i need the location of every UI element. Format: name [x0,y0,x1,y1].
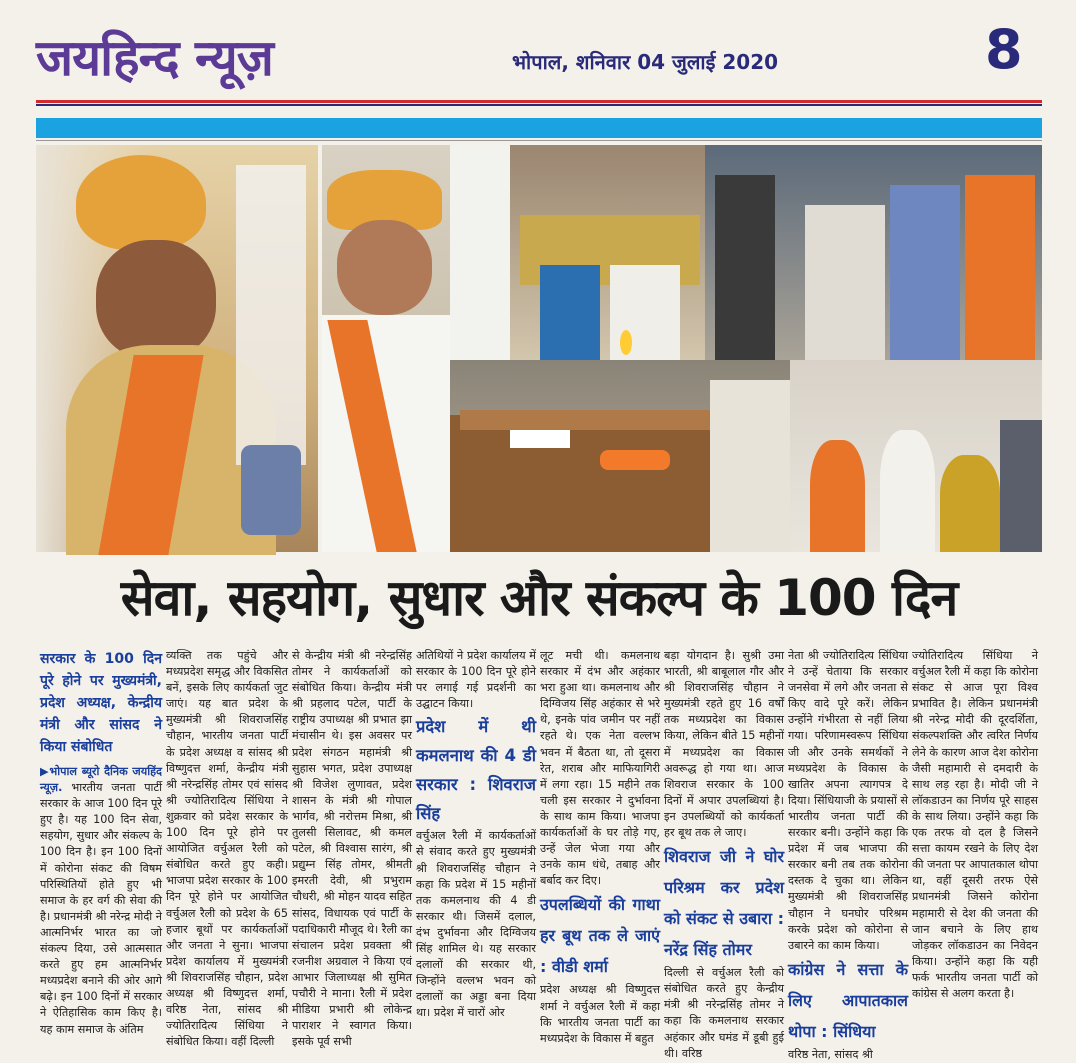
article-column-7 [788,648,908,1061]
blue-band [36,118,1042,138]
photo-dais-table [450,360,790,552]
article-text: भारतीय जनता पार्टी सरकार के आज 100 दिन पूरे हुए है। यह 100 दिन सेवा, सहयोग, सुधार और संकल्प के 100 दिन है। इन 100 दिनों में कोरोना संकट की विषम परिस्थितियों होते हुए भी समाज के हर वर्ग की सेवा की है। प्रधानमंत्री श्री नरेन्द्र मोदी ने आत्मनिर्भर भारत का जो संकल्प दिया, उसे आत्मसात करते हुए हम आत्मनिर्भर मध्यप्रदेश बनाने की ओर आगे बढ़े। इन 100 दिनों में सरकार ने ऐतिहासिक काम किए है। यह काम समाज के अंतिम [40,781,162,1036]
article-column-4 [416,648,536,1040]
article-text: लूट मची थी। कमलनाथ सरकार में दंभ और अहंकार भरा हुआ था। कमलनाथ और दिग्विजय सिंह अहंकार से भरे थे, इनके पांव जमीन पर नहीं रहते थे। एक नेता वल्लभ भवन में बैठता था, तो दूसरा रेत, शराब और माफियागिरी में लगा रहा। 15 महीने तक चली इस सरकार ने दुर्भावना के साथ काम किया। भाजपा कार्यकर्ताओं के घर तोड़े गए, उन्हें जेल भेजा गया और उनके काम धंधे, तबाह और बर्बाद कर दिए। [540,649,660,888]
article-text: दिल्ली से वर्चुअल रैली को संबोधित करते हुए केन्द्रीय मंत्री श्री नरेन्द्रसिंह तोमर ने कहा कि कमलनाथ सरकार अहंकार और घमंड में डूबी हुई थी। वरिष्ठ [664,966,784,1060]
article-text: बड़ा योगदान है। सुश्री उमा भारती, श्री बाबूलाल गौर और श्री शिवराजसिंह चौहान ने मुख्यमंत्री रहते हुए 16 वर्षों तक मध्यप्रदेश का विकास किया, लेकिन बीते 15 महीनों में मध्यप्रदेश का विकास अवरूद्ध हो गया था। आज शिवराज सरकार के 100 दिनों में अपार उपलब्धियां है। इन उपलब्धियों को कार्यकर्ता हर बूथ तक ले जाए। [664,649,784,840]
subheading: प्रदेश में थी कमलनाथ की 4 डी सरकार : शिवराज सिंह [416,717,536,824]
article-column-5 [540,648,660,1045]
article-column-8 [912,648,1038,1040]
article-text: नेता श्री ज्योतिरादित्य सिंधिया ने उन्हें चेताया कि सरकार जनसेवा में लगे और जनता से किए वादे पूरे करें। लेकिन उन्होंने गंभीरता से नहीं लिया गया। परिणामस्वरूप सिंधिया जी और उनके समर्थकों ने मध्यप्रदेश के विकास के खातिर अपना त्यागपत्र दे दिया। सिंधियाजी के प्रयासों से भारतीय जनता पार्टी की सरकार बनी। उन्होंने कहा कि प्रदेश में जब भाजपा की सरकार बनी तब तक कोरोना दस्तक दे चुका था। लेकिन मुख्यमंत्री श्री शिवराजसिंह चौहान ने घनघोर परिश्रम करके प्रदेश को कोरोना से उबारने का काम किया। [788,649,908,952]
red-rule [36,100,1042,103]
article-kicker: सरकार के 100 दिन पूरे होने पर मुख्यमंत्री, प्रदेश अध्यक्ष, केन्द्रीय मंत्री और सांसद ने किया संबोधित [40,651,162,755]
page-number: 8 [985,18,1023,81]
divider-line [36,140,1042,141]
article-column-1 [40,648,162,1040]
article-text: ज्योतिरादित्य सिंधिया ने वर्चुअल रैली में कहा कि कोरोना संकट से आज पूरा विश्व प्रभावित है। लेकिन प्रधानमंत्री श्री नरेन्द्र मोदी की दूरदर्शिता, संकल्पशक्ति और त्वरित निर्णय लेने के कारण आज देश कोरोना जैसी महामारी से दमदारी के साथ लड़ रहा है। मोदी जी ने लॉकडाउन का निर्णय पूरे साहस के साथ लिया। उन्होंने कहा कि एक तरफ वो दल है जिसने सत्ता कायम रखने के लिए देश की जनता पर आपातकाल थोपा था, वहीं दूसरी तरफ ऐसे प्रधानमंत्री जिसने कोरोना महामारी से देश की जनता की जान बचाने के लिए हाथ जोड़कर लॉकडाउन का निवेदन किया। उन्होंने कहा कि यही फर्क भारतीय जनता पार्टी को कांग्रेस से अलग करता है। [912,649,1038,1000]
subheading: कांग्रेस ने सत्ता के लिए आपातकाल थोपा : सिंधिया [788,959,908,1041]
photo-chief-minister-speaking [36,145,318,552]
article-column-2 [166,648,288,1049]
photo-audience [790,360,1042,552]
photo-lamp-lighting [450,145,705,360]
subheading: शिवराज जी ने घोर परिश्रम कर प्रदेश को संकट से उबारा : नरेंद्र सिंह तोमर [664,847,784,960]
masthead [0,0,1076,100]
headline: सेवा, सहयोग, सुधार और संकल्प के 100 दिन [120,569,958,627]
article-text: प्रदेश अध्यक्ष श्री विष्णुदत्त शर्मा ने वर्चुअल रैली में कहा कि भारतीय जनता पार्टी का मध्यप्रदेश के विकास में बहुत [540,983,660,1045]
newspaper-logo: जयहिन्द न्यूज़ [36,29,273,87]
subheading: उपलब्धियों की गाथा हर बूथ तक ले जाएं : वीडी शर्मा [540,895,660,977]
article-column-6 [664,648,784,1060]
article-text: व्यक्ति तक पहुंचे और मध्यप्रदेश समृद्ध और विकसित बनें, इसके लिए कार्यकर्ता जुट जाएं। यह बात प्रदेश के मुख्यमंत्री श्री शिवराजसिंह चौहान, भारतीय जनता पार्टी के प्रदेश अध्यक्ष व सांसद श्री विष्णुदत्त शर्मा, केन्द्रीय मंत्री श्री नरेन्द्रसिंह तोमर एवं सांसद श्री ज्योतिरादित्य सिंधिया ने शुक्रवार को प्रदेश सरकार के 100 दिन पूरे होने पर आयोजित वर्चुअल रैली को संबोधित करते हुए कही। भाजपा प्रदेश सरकार के 100 दिन पूरे होने पर आयोजित वर्चुअल रैली को प्रदेश के 65 हजार बूथों पर कार्यकर्ताओं और जनता ने सुना। भाजपा प्रदेश कार्यालय में मुख्यमंत्री श्री शिवराजसिंह चौहान, प्रदेश अध्यक्ष श्री विष्णुदत्त शर्मा, वरिष्ठ नेता, सांसद श्री ज्योतिरादित्य सिंधिया ने संबोधित किया। वहीं दिल्ली [166,649,288,1049]
byline: ▶भोपाल ब्यूरो दैनिक जयहिंद न्यूज़. [40,765,162,795]
dateline: भोपाल, शनिवार 04 जुलाई 2020 [512,50,779,74]
article-text: वरिष्ठ नेता, सांसद श्री [788,1047,873,1061]
navy-rule [36,104,1042,106]
article-column-3 [292,648,412,1049]
article-text: से केन्द्रीय मंत्री श्री नरेन्द्रसिंह तोमर ने कार्यकर्ताओं को संबोधित किया। केन्द्रीय मंत्री श्री प्रहलाद पटेल, पार्टी के राष्ट्रीय उपाध्यक्ष श्री प्रभात झा मंचासीन थे। इस अवसर पर प्रदेश संगठन महामंत्री श्री सुहास भगत, प्रदेश उपाध्यक्ष श्री विजेश लुणावत, प्रदेश शासन के मंत्री श्री गोपाल भार्गव, श्री नरोत्तम मिश्रा, श्री तुलसी सिलावट, श्री कमल पटेल, श्री विश्वास सारंग, श्री प्रद्युम्न सिंह तोमर, श्रीमती इमरती देवी, श्री प्रभुराम चौधरी, श्री मोहन यादव सहित सांसद, विधायक एवं पार्टी के पदाधिकारी मौजूद थे। रैली का संचालन प्रदेश प्रवक्ता श्री रजनीश अग्रवाल ने किया एवं आभार जिलाध्यक्ष श्री सुमित पचौरी ने माना। रैली में प्रदेश मीडिया प्रभारी श्री लोकेन्द्र पाराशर ने स्वागत किया। इसके पूर्व सभी [292,649,412,1049]
article-text: वर्चुअल रैली में कार्यकर्ताओं से संवाद करते हुए मुख्यमंत्री श्री शिवराजसिंह चौहान ने कहा कि प्रदेश में 15 महीनों तक कमलनाथ की 4 डी सरकार थी। जिसमें दलाल, दंभ दुर्भावना और दिग्विजय सिंह शामिल थे। यह सरकार दलालों की सरकार थी, जिन्होंने वल्लभ भवन को दलालों का अड्डा बना दिया था। प्रदेश में चारों ओर [416,829,536,1020]
article-text: अतिथियों ने प्रदेश कार्यालय में सरकार के 100 दिन पूरे होने पर लगाई गई प्रदर्शनी का उद्घाटन किया। [416,649,536,711]
photo-scindia-speaking [322,145,450,552]
photo-pledge [705,145,1042,360]
